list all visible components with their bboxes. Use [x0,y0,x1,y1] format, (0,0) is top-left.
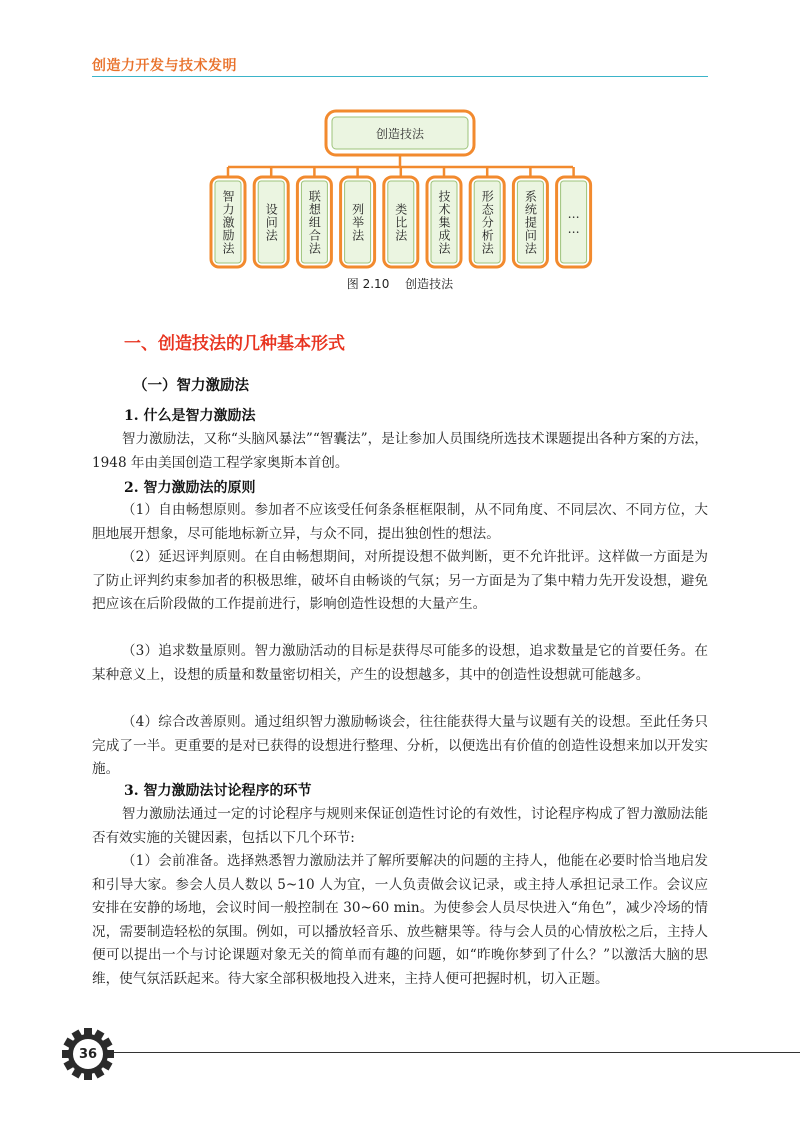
figure-title: 创造技法 [405,277,454,291]
leaf-node [301,181,327,263]
paragraph-1: 智力激励法，又称“头脑风暴法”“智囊法”，是让参加人员围绕所选技术课题提出各种方案的方法，1948 年由美国创造工程学家奥斯本首创。 [92,431,708,471]
creative-methods-diagram [0,0,800,300]
paragraph-3: （2）延迟评判原则。在自由畅想期间，对所提设想不做判断，更不允许批评。这样做一方面是为了防止评判约束参加者的积极思维，破坏自由畅谈的气氛；另一方面是为了集中精力先开发设想，避免把应该在后阶段做的工作提前进行，影响创造性设想的大量产生。 [92,549,708,612]
leaf-node-label: 技术集成法 [437,189,451,255]
leaf-node [215,181,241,263]
footer-rule [92,1052,800,1053]
question-heading-1: 1. 什么是智力激励法 [124,408,256,424]
leaf-node [345,181,371,263]
leaf-node [517,181,543,263]
leaf-node-label: 联想组合法 [307,189,322,255]
page-number: 36 [78,1046,98,1062]
leaf-node-label: 设问法 [264,202,279,242]
leaf-node-label: 形态分析法 [480,189,495,255]
leaf-node [474,181,500,263]
leaf-node-label: …… [566,207,581,237]
leaf-node [431,181,457,263]
leaf-node [561,181,587,263]
leaf-node [388,181,414,263]
paragraph-5: （4）综合改善原则。通过组织智力激励畅谈会，往往能获得大量与议题有关的设想。至此任务只完成了一半。更重要的是对已获得的设想进行整理、分析，以便选出有价值的创造性设想来加以开发实施。 [92,714,708,777]
root-node-label: 创造技法 [375,126,424,141]
paragraph-4: （3）追求数量原则。智力激励活动的目标是获得尽可能多的设想，追求数量是它的首要任务。在某种意义上，设想的质量和数量密切相关，产生的设想越多，其中的创造性设想就可能越多。 [92,643,708,683]
figure-caption [0,275,800,292]
sub-heading: （一）智力激励法 [133,378,249,394]
leaf-node-label: 类比法 [393,202,408,242]
leaf-node-label: 列举法 [350,202,365,242]
paragraph-7: （1）会前准备。选择熟悉智力激励法并了解所要解决的问题的主持人，他能在必要时恰当地启发和引导大家。参会人员人数以 5~10 人为宜，一人负责做会议记录，或主持人承担记录工作。会议应安排在安静的场地，会议时间一般控制在 30~60 min。为使参会人员尽快进入“角色”，减少冷场的情况，需要制造轻松的氛围。例如，可以播放轻音乐、放些糖果等。待与会人员的心情放松之后，主持人便可以提出一个与讨论课题对象无关的简单而有趣的问题，如“昨晚你梦到了什么？”以激活大脑的思维，使气氛活跃起来。待大家全部积极地投入进来，主持人便可把握时机，切入正题。 [92,853,708,987]
running-header: 创造力开发与技术发明 [92,58,237,74]
leaf-node-label: 智力激励法 [221,189,235,255]
question-heading-3: 3. 智力激励法讨论程序的环节 [124,783,312,799]
paragraph-6: 智力激励法通过一定的讨论程序与规则来保证创造性讨论的有效性，讨论程序构成了智力激励法能否有效实施的关键因素，包括以下几个环节: [92,806,708,846]
question-heading-2: 2. 智力激励法的原则 [124,480,256,496]
figure-number: 图 2.10 [346,277,390,291]
leaf-node [258,181,284,263]
leaf-node-label: 系统提问法 [523,189,538,255]
section-heading: 一、创造技法的几种基本形式 [124,334,345,354]
paragraph-2: （1）自由畅想原则。参加者不应该受任何条条框框限制，从不同角度、不同层次、不同方位，大胆地展开想象，尽可能地标新立异，与众不同，提出独创性的想法。 [92,502,708,542]
